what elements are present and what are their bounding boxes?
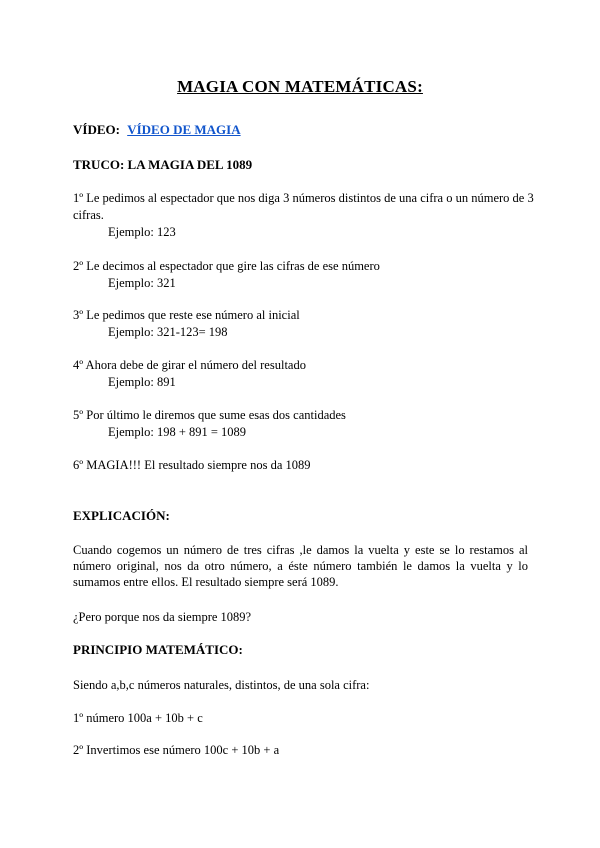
step-4-example: Ejemplo: 891: [108, 375, 176, 389]
step-1-text: 1º Le pedimos al espectador que nos diga 3 números distintos de una cifra o un número de 3: [73, 191, 534, 205]
principle-heading: PRINCIPIO MATEMÁTICO:: [73, 642, 243, 657]
document-title: MAGIA CON MATEMÁTICAS:: [177, 77, 423, 96]
step-4-text: 4º Ahora debe de girar el número del resultado: [73, 358, 306, 372]
step-3-text: 3º Le pedimos que reste ese número al inicial: [73, 308, 300, 322]
explanation-heading: EXPLICACIÓN:: [73, 508, 170, 523]
question-text: ¿Pero porque nos da siempre 1089?: [73, 610, 252, 624]
step-5-text: 5º Por último le diremos que sume esas dos cantidades: [73, 408, 346, 422]
video-row: [73, 122, 241, 138]
principle-step-2: 2º Invertimos ese número 100c + 10b + a: [73, 743, 280, 757]
step-3-example: Ejemplo: 321-123= 198: [108, 325, 228, 339]
step-1-example: Ejemplo: 123: [108, 225, 176, 239]
principle-intro: Siendo a,b,c números naturales, distintos, de una sola cifra:: [73, 678, 370, 692]
step-2-text: 2º Le decimos al espectador que gire las cifras de ese número: [73, 259, 380, 273]
trick-heading: TRUCO: LA MAGIA DEL 1089: [73, 157, 253, 172]
video-label: VÍDEO:: [73, 122, 120, 137]
step-1-text-cont: cifras.: [73, 208, 104, 222]
step-2-example: Ejemplo: 321: [108, 276, 176, 290]
principle-step-1: 1º número 100a + 10b + c: [73, 711, 203, 725]
explanation-paragraph: Cuando cogemos un número de tres cifras ,le damos la vuelta y este se lo restamos al número original, nos da otro número, a éste número también le damos la vuelta y lo sumamos entre ellos. El resultado siempre será 1089.: [73, 543, 528, 589]
step-5-example: Ejemplo: 198 + 891 = 1089: [108, 425, 247, 439]
video-link[interactable]: VÍDEO DE MAGIA: [127, 122, 241, 137]
step-6-text: 6º MAGIA!!! El resultado siempre nos da 1089: [73, 458, 311, 472]
